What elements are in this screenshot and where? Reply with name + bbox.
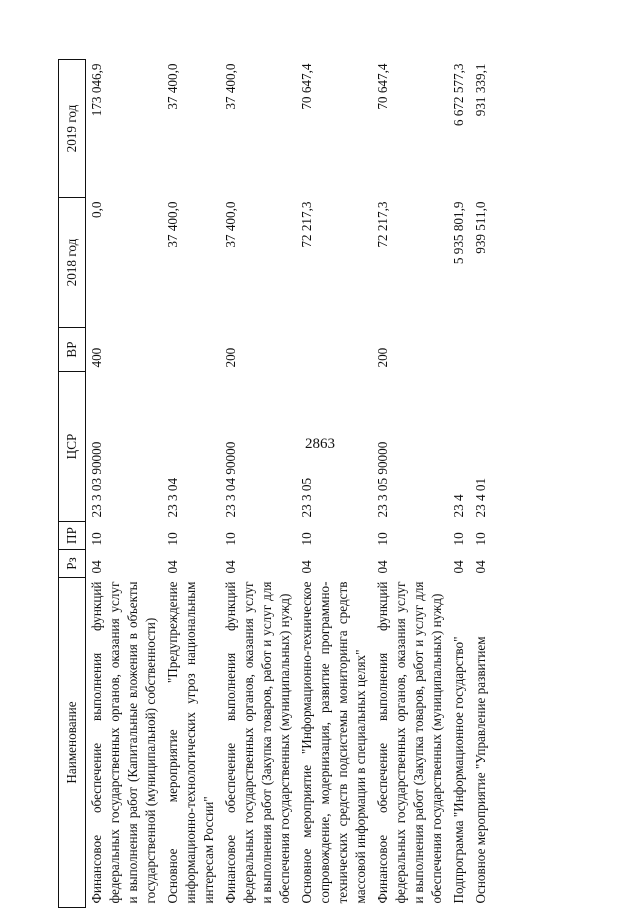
table-row: [470, 60, 492, 908]
row-csr: 23 3 03 90000: [89, 441, 104, 518]
row-2018: 37 400,0: [223, 201, 238, 248]
row-2018: 72 217,3: [299, 201, 314, 248]
row-rz: 04: [223, 560, 238, 574]
row-csr: 23 3 04: [165, 477, 180, 518]
table-row: [448, 60, 470, 908]
row-2019: 6 672 577,3: [451, 63, 466, 127]
row-rz: 04: [165, 560, 180, 574]
row-2018: 5 935 801,9: [451, 201, 466, 265]
row-pr: 10: [375, 532, 390, 546]
row-2018: 0,0: [89, 201, 104, 218]
table-row: [372, 60, 448, 908]
row-pr: 10: [299, 532, 314, 546]
row-vr: 200: [223, 347, 238, 368]
row-name: Финансовое обеспечение выполнения функций федеральных государственных органов, оказания услуг и выполнения работ (Закупка товаров, работ и услуг для обеспечения государственных (муниципальных) нужд): [375, 581, 444, 904]
header-pr: ПР: [59, 522, 86, 550]
budget-table-block: [58, 60, 584, 908]
row-csr: 23 3 05: [299, 477, 314, 518]
table-row: [86, 60, 163, 908]
row-csr: 23 3 05 90000: [375, 441, 390, 518]
table-header-row: [59, 60, 86, 908]
header-rz: Рз: [59, 550, 86, 578]
table-row: [220, 60, 296, 908]
row-name: Основное мероприятие "Информационно-техническое сопровождение, модернизация, развитие программно-технических средств подсистемы мониторинга средств массовой информации в специальных целях": [299, 581, 368, 904]
row-name: Подпрограмма "Информационное государство": [451, 636, 466, 904]
row-2018: 37 400,0: [165, 201, 180, 248]
row-pr: 10: [451, 532, 466, 546]
row-2019: 70 647,4: [299, 63, 314, 110]
row-2019: 37 400,0: [165, 63, 180, 110]
row-2018: 939 511,0: [473, 201, 488, 254]
row-name: Финансовое обеспечение выполнения функций федеральных государственных органов, оказания услуг и выполнения работ (Закупка товаров, работ и услуг для обеспечения государственных (муниципальных) нужд): [223, 581, 292, 904]
row-vr: 400: [89, 347, 104, 368]
row-rz: 04: [473, 560, 488, 574]
row-pr: 10: [473, 532, 488, 546]
row-pr: 10: [89, 532, 104, 546]
row-rz: 04: [451, 560, 466, 574]
header-csr: ЦСР: [59, 372, 86, 522]
row-rz: 04: [89, 560, 104, 574]
page-number: 2863: [305, 436, 335, 452]
table-row: [162, 60, 220, 908]
row-rz: 04: [299, 560, 314, 574]
row-vr: [162, 328, 220, 372]
row-csr: 23 4: [451, 494, 466, 518]
row-name: Финансовое обеспечение выполнения функций федеральных государственных органов, оказания услуг и выполнения работ (Капитальные вложения в объекты государственной (муниципальной) собственности): [89, 581, 158, 904]
row-csr: 23 4 01: [473, 477, 488, 518]
row-2019: 931 339,1: [473, 63, 488, 117]
row-2019: 70 647,4: [375, 63, 390, 110]
row-pr: 10: [165, 532, 180, 546]
row-2019: 37 400,0: [223, 63, 238, 110]
row-pr: 10: [223, 532, 238, 546]
header-name: Наименование: [59, 578, 86, 908]
row-2018: 72 217,3: [375, 201, 390, 248]
row-vr: [448, 328, 470, 372]
row-vr: [470, 328, 492, 372]
row-csr: 23 3 04 90000: [223, 441, 238, 518]
row-name: Основное мероприятие "Управление развитием: [473, 636, 488, 904]
row-rz: 04: [375, 560, 390, 574]
table-row: [296, 60, 372, 908]
header-2018: 2018 год: [59, 198, 86, 328]
budget-table: [58, 59, 492, 908]
row-name: Основное мероприятие "Предупреждение информационно-технологических угроз национальным интересам России": [165, 581, 216, 904]
row-vr: [296, 328, 372, 372]
header-2019: 2019 год: [59, 60, 86, 198]
header-vr: ВР: [59, 328, 86, 372]
row-vr: 200: [375, 347, 390, 368]
row-2019: 173 046,9: [89, 63, 104, 117]
